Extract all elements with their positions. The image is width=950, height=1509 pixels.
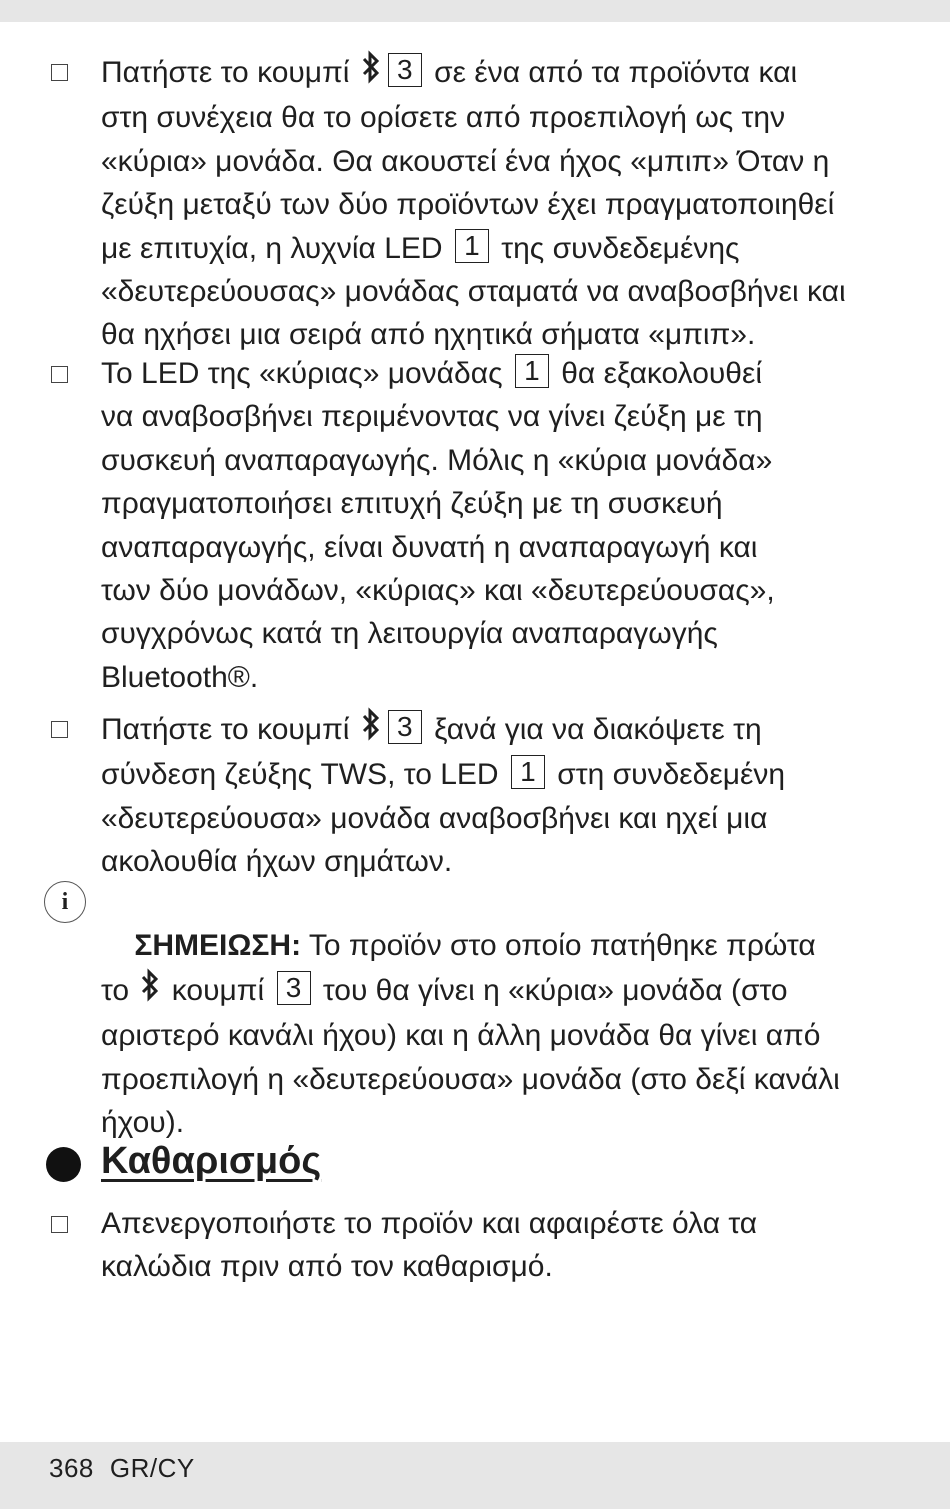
item-text: [101, 50, 901, 357]
text-run: σε ένα από τα προϊόντα και: [425, 56, 798, 89]
text-run: αριστερό κανάλι ήχου) και η άλλη μονάδα θα γίνει από: [101, 1019, 821, 1053]
text-run: αναπαραγωγής, είναι δυνατή η αναπαραγωγή και: [101, 530, 758, 564]
text-run: θα εξακολουθεί: [552, 357, 763, 390]
text-run: Πατήστε το κουμπί: [101, 713, 358, 746]
footer: [49, 1453, 211, 1484]
text-run: «δευτερεύουσα» μονάδα αναβοσβήνει και ηχεί μια: [101, 801, 768, 835]
text-run: σύνδεση ζεύξης TWS, το LED: [101, 758, 507, 792]
text-run: ζεύξη μεταξύ των δύο προϊόντων έχει πραγματοποιηθεί: [101, 188, 835, 222]
text-run: «κύρια» μονάδα. Θα ακουστεί ένα ήχος «μπιπ» Όταν η: [101, 144, 830, 178]
item-text: [101, 1202, 901, 1289]
text-run: Bluetooth®.: [101, 660, 259, 694]
note-label: ΣΗΜΕΙΩΣΗ:: [134, 929, 302, 963]
bluetooth-icon: [360, 50, 382, 96]
ref-number-box: 3: [388, 710, 422, 744]
item-text: [101, 352, 901, 699]
section-title: Καθαρισμός: [101, 1140, 322, 1182]
text-run: Το προϊόν στο οποίο πατήθηκε πρώτα: [301, 929, 816, 963]
item-text: [101, 707, 901, 884]
section-bullet: [46, 1147, 81, 1182]
text-run: το: [101, 973, 138, 1007]
bullet-checkbox: [51, 64, 68, 81]
bluetooth-icon: [139, 968, 161, 1014]
top-band: [0, 0, 950, 22]
text-run: του θα γίνει η «κύρια» μονάδα (στο: [314, 973, 788, 1007]
bluetooth-icon: [360, 707, 382, 753]
text-run: να αναβοσβήνει περιμένοντας να γίνει ζεύξη με τη: [101, 400, 763, 434]
text-run: με επιτυχία, η λυχνία LED: [101, 231, 451, 265]
text-run: στη συνδεδεμένη: [548, 758, 786, 792]
text-run: προεπιλογή η «δευτερεύουσα» μονάδα (στο δεξί κανάλι: [101, 1062, 840, 1096]
ref-number-box: 1: [511, 755, 545, 789]
text-run: των δύο μονάδων, «κύριας» και «δευτερεύουσας»,: [101, 574, 775, 608]
text-run: Το LED της «κύριας» μονάδας: [101, 357, 511, 390]
text-run: καλώδια πριν από τον καθαρισμό.: [101, 1250, 553, 1284]
bullet-checkbox: [51, 1216, 68, 1233]
text-run: «δευτερεύουσας» μονάδας σταματά να αναβοσβήνει και: [101, 275, 846, 309]
text-run: στη συνέχεια θα το ορίσετε από προεπιλογή ως την: [101, 101, 786, 135]
page-number: 368: [49, 1453, 94, 1483]
ref-number-box: 1: [455, 229, 489, 263]
text-run: συσκευή αναπαραγωγής. Μόλις η «κύρια μονάδα»: [101, 443, 773, 477]
text-run: θα ηχήσει μια σειρά από ηχητικά σήματα «μπιπ».: [101, 318, 756, 352]
text-run: ξανά για να διακόψετε τη: [425, 713, 762, 746]
text-run: Πατήστε το κουμπί: [101, 56, 358, 89]
text-run: Απενεργοποιήστε το προϊόν και αφαιρέστε όλα τα: [101, 1207, 758, 1240]
text-run: ήχου).: [101, 1106, 185, 1140]
text-run: της συνδεδεμένης: [492, 231, 740, 265]
info-icon: i: [44, 881, 86, 923]
ref-number-box: 3: [277, 971, 311, 1005]
bullet-checkbox: [51, 721, 68, 738]
bullet-checkbox: [51, 366, 68, 383]
text-run: κουμπί: [163, 973, 273, 1007]
ref-number-box: 3: [388, 53, 422, 87]
text-run: ακολουθία ήχων σημάτων.: [101, 845, 453, 879]
ref-number-box: 1: [515, 354, 549, 388]
text-run: συγχρόνως κατά τη λειτουργία αναπαραγωγής: [101, 617, 718, 651]
locale-label: GR/CY: [109, 1453, 195, 1483]
text-run: πραγματοποιήσει επιτυχή ζεύξη με τη συσκευή: [101, 487, 723, 521]
